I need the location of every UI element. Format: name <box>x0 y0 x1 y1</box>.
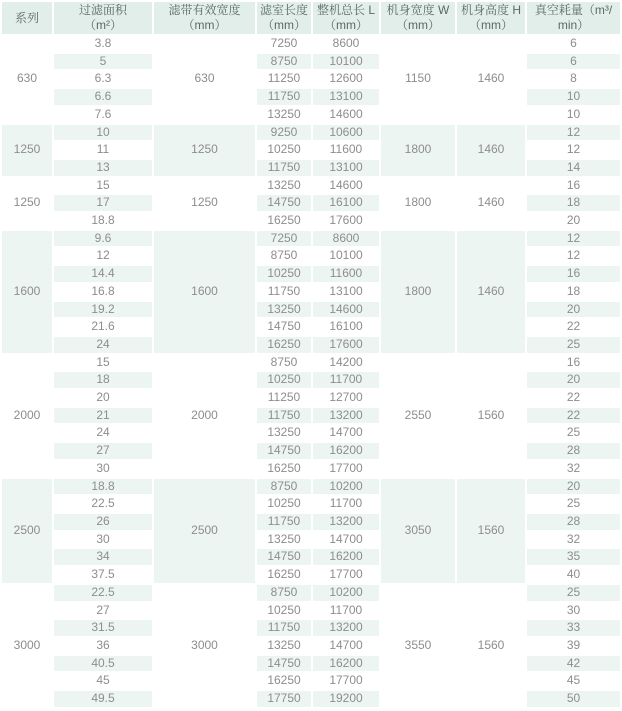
filter-area-cell: 49.5 <box>54 691 152 707</box>
table-row <box>2 178 620 194</box>
vacuum-consumption-cell: 42 <box>527 656 620 672</box>
chamber-length-cell: 16250 <box>257 337 311 353</box>
column-header-unit: （mm） <box>396 18 440 32</box>
belt-width-cell: 630 <box>154 36 255 123</box>
filter-area-cell: 18.8 <box>54 479 152 495</box>
chamber-length-cell: 8750 <box>257 248 311 264</box>
filter-area-cell: 37.5 <box>54 567 152 583</box>
chamber-length-cell: 11750 <box>257 514 311 530</box>
filter-area-cell: 36 <box>54 638 152 654</box>
total-length-cell: 11700 <box>313 372 379 388</box>
total-length-cell: 14200 <box>313 355 379 371</box>
vacuum-consumption-cell: 22 <box>527 390 620 406</box>
filter-area-cell: 12 <box>54 248 152 264</box>
column-header-unit: （mm） <box>469 18 513 32</box>
filter-area-cell: 10 <box>54 125 152 141</box>
table-body <box>2 36 620 707</box>
filter-area-cell: 24 <box>54 425 152 441</box>
table-row <box>2 355 620 371</box>
table-row <box>2 125 620 141</box>
column-header-unit: （mm） <box>182 18 227 32</box>
total-length-cell: 14700 <box>313 425 379 441</box>
series-cell: 1600 <box>2 231 52 353</box>
column-header-label: 系列 <box>14 10 39 25</box>
chamber-length-cell: 10250 <box>257 372 311 388</box>
vacuum-consumption-cell: 30 <box>527 603 620 619</box>
table-row <box>2 248 620 264</box>
filter-area-cell: 19.2 <box>54 302 152 318</box>
total-length-cell: 19200 <box>313 691 379 707</box>
column-header-2 <box>54 2 152 34</box>
chamber-length-cell: 11750 <box>257 160 311 176</box>
vacuum-consumption-cell: 35 <box>527 549 620 565</box>
filter-area-cell: 11 <box>54 142 152 158</box>
filter-area-cell: 22.5 <box>54 585 152 601</box>
filter-area-cell: 3.8 <box>54 36 152 52</box>
total-length-cell: 14600 <box>313 107 379 123</box>
vacuum-consumption-cell: 32 <box>527 532 620 548</box>
table-row <box>2 89 620 105</box>
vacuum-consumption-cell: 10 <box>527 107 620 123</box>
filter-area-cell: 14.4 <box>54 266 152 282</box>
vacuum-consumption-cell: 32 <box>527 461 620 477</box>
total-length-cell: 14600 <box>313 178 379 194</box>
chamber-length-cell: 7250 <box>257 231 311 247</box>
body-height-cell: 1560 <box>457 479 525 583</box>
vacuum-consumption-cell: 25 <box>527 585 620 601</box>
total-length-cell: 13200 <box>313 408 379 424</box>
vacuum-consumption-cell: 39 <box>527 638 620 654</box>
total-length-cell: 14700 <box>313 532 379 548</box>
table-row <box>2 302 620 318</box>
vacuum-consumption-cell: 28 <box>527 514 620 530</box>
total-length-cell: 12700 <box>313 390 379 406</box>
chamber-length-cell: 16250 <box>257 213 311 229</box>
total-length-cell: 13200 <box>313 620 379 636</box>
table-row <box>2 461 620 477</box>
body-height-cell: 1460 <box>457 231 525 353</box>
table-row <box>2 390 620 406</box>
column-header-6 <box>381 2 455 34</box>
table-row <box>2 620 620 636</box>
chamber-length-cell: 16250 <box>257 567 311 583</box>
belt-width-cell: 1250 <box>154 178 255 229</box>
table-row <box>2 160 620 176</box>
vacuum-consumption-cell: 25 <box>527 496 620 512</box>
chamber-length-cell: 16250 <box>257 461 311 477</box>
total-length-cell: 16100 <box>313 195 379 211</box>
vacuum-consumption-cell: 12 <box>527 125 620 141</box>
total-length-cell: 16200 <box>313 549 379 565</box>
chamber-length-cell: 11750 <box>257 284 311 300</box>
vacuum-consumption-cell: 33 <box>527 620 620 636</box>
total-length-cell: 8600 <box>313 36 379 52</box>
belt-width-cell: 3000 <box>154 585 255 707</box>
total-length-cell: 10200 <box>313 585 379 601</box>
table-row <box>2 691 620 707</box>
body-height-cell: 1460 <box>457 36 525 123</box>
body-width-cell: 1150 <box>381 36 455 123</box>
filter-area-cell: 24 <box>54 337 152 353</box>
total-length-cell: 10100 <box>313 248 379 264</box>
total-length-cell: 17600 <box>313 213 379 229</box>
column-header-7 <box>457 2 525 34</box>
chamber-length-cell: 8750 <box>257 355 311 371</box>
body-height-cell: 1460 <box>457 178 525 229</box>
column-header-5 <box>313 2 379 34</box>
table-row <box>2 54 620 70</box>
belt-width-cell: 2000 <box>154 355 255 477</box>
table-row <box>2 266 620 282</box>
body-width-cell: 2550 <box>381 355 455 477</box>
vacuum-consumption-cell: 18 <box>527 284 620 300</box>
body-height-cell: 1460 <box>457 125 525 176</box>
filter-area-cell: 20 <box>54 390 152 406</box>
total-length-cell: 16100 <box>313 319 379 335</box>
total-length-cell: 14600 <box>313 302 379 318</box>
filter-area-cell: 26 <box>54 514 152 530</box>
vacuum-consumption-cell: 20 <box>527 372 620 388</box>
vacuum-consumption-cell: 45 <box>527 673 620 689</box>
series-cell: 2000 <box>2 355 52 477</box>
total-length-cell: 16200 <box>313 656 379 672</box>
column-header-label: 滤室长度 <box>259 3 308 17</box>
filter-area-cell: 15 <box>54 178 152 194</box>
total-length-cell: 13100 <box>313 284 379 300</box>
column-header-label: 真空耗量（m³/ <box>534 3 613 17</box>
chamber-length-cell: 17750 <box>257 691 311 707</box>
total-length-cell: 11600 <box>313 142 379 158</box>
vacuum-consumption-cell: 16 <box>527 266 620 282</box>
filter-area-cell: 27 <box>54 443 152 459</box>
body-height-cell: 1560 <box>457 355 525 477</box>
column-header-label: 机身高度 H <box>460 3 521 17</box>
column-header-4 <box>257 2 311 34</box>
vacuum-consumption-cell: 12 <box>527 142 620 158</box>
series-cell: 1250 <box>2 125 52 176</box>
column-header-label: 整机总长 L <box>316 3 375 17</box>
total-length-cell: 17700 <box>313 673 379 689</box>
chamber-length-cell: 13250 <box>257 178 311 194</box>
chamber-length-cell: 8750 <box>257 479 311 495</box>
table-row <box>2 638 620 654</box>
filter-area-cell: 31.5 <box>54 620 152 636</box>
body-width-cell: 3550 <box>381 585 455 707</box>
header-row <box>2 2 620 34</box>
chamber-length-cell: 11750 <box>257 620 311 636</box>
total-length-cell: 10100 <box>313 54 379 70</box>
vacuum-consumption-cell: 12 <box>527 231 620 247</box>
filter-area-cell: 15 <box>54 355 152 371</box>
table-row <box>2 567 620 583</box>
filter-area-cell: 22.5 <box>54 496 152 512</box>
column-header-unit: （mm） <box>262 18 306 32</box>
total-length-cell: 17700 <box>313 461 379 477</box>
total-length-cell: 11700 <box>313 496 379 512</box>
chamber-length-cell: 11750 <box>257 89 311 105</box>
filter-area-cell: 5 <box>54 54 152 70</box>
table-row <box>2 337 620 353</box>
belt-width-cell: 2500 <box>154 479 255 583</box>
chamber-length-cell: 16250 <box>257 673 311 689</box>
series-cell: 3000 <box>2 585 52 707</box>
table-row <box>2 425 620 441</box>
table-row <box>2 532 620 548</box>
table-row <box>2 195 620 211</box>
total-length-cell: 10200 <box>313 479 379 495</box>
filter-area-cell: 13 <box>54 160 152 176</box>
table-row <box>2 142 620 158</box>
vacuum-consumption-cell: 6 <box>527 54 620 70</box>
total-length-cell: 17700 <box>313 567 379 583</box>
series-cell: 630 <box>2 36 52 123</box>
chamber-length-cell: 13250 <box>257 638 311 654</box>
chamber-length-cell: 11250 <box>257 71 311 87</box>
chamber-length-cell: 14750 <box>257 549 311 565</box>
table-row <box>2 656 620 672</box>
series-cell: 1250 <box>2 178 52 229</box>
chamber-length-cell: 8750 <box>257 585 311 601</box>
total-length-cell: 10600 <box>313 125 379 141</box>
column-header-unit: （m²） <box>84 18 122 32</box>
filter-area-cell: 30 <box>54 532 152 548</box>
column-header-3 <box>154 2 255 34</box>
column-header-label: 过滤面积 <box>78 3 127 17</box>
table-row <box>2 673 620 689</box>
vacuum-consumption-cell: 6 <box>527 36 620 52</box>
chamber-length-cell: 9250 <box>257 125 311 141</box>
column-header-label: 机身宽度 W <box>386 3 450 17</box>
total-length-cell: 12600 <box>313 71 379 87</box>
vacuum-consumption-cell: 25 <box>527 425 620 441</box>
body-height-cell: 1560 <box>457 585 525 707</box>
chamber-length-cell: 14750 <box>257 319 311 335</box>
table-row <box>2 284 620 300</box>
filter-area-cell: 21 <box>54 408 152 424</box>
filter-area-cell: 16.8 <box>54 284 152 300</box>
total-length-cell: 17600 <box>313 337 379 353</box>
vacuum-consumption-cell: 10 <box>527 89 620 105</box>
table-row <box>2 603 620 619</box>
table-row <box>2 496 620 512</box>
column-header-label: 滤带有效宽度 <box>168 3 241 17</box>
vacuum-consumption-cell: 22 <box>527 319 620 335</box>
body-width-cell: 1800 <box>381 178 455 229</box>
vacuum-consumption-cell: 16 <box>527 178 620 194</box>
vacuum-consumption-cell: 40 <box>527 567 620 583</box>
chamber-length-cell: 14750 <box>257 443 311 459</box>
total-length-cell: 13200 <box>313 514 379 530</box>
filter-area-cell: 6.6 <box>54 89 152 105</box>
total-length-cell: 13100 <box>313 160 379 176</box>
chamber-length-cell: 10250 <box>257 142 311 158</box>
vacuum-consumption-cell: 25 <box>527 337 620 353</box>
column-header-unit: min） <box>557 18 590 32</box>
total-length-cell: 14700 <box>313 638 379 654</box>
filter-area-cell: 30 <box>54 461 152 477</box>
filter-area-cell: 6.3 <box>54 71 152 87</box>
vacuum-consumption-cell: 8 <box>527 71 620 87</box>
table-row <box>2 408 620 424</box>
filter-area-cell: 18.8 <box>54 213 152 229</box>
total-length-cell: 16200 <box>313 443 379 459</box>
chamber-length-cell: 10250 <box>257 496 311 512</box>
vacuum-consumption-cell: 22 <box>527 408 620 424</box>
table-row <box>2 319 620 335</box>
table-row <box>2 36 620 52</box>
chamber-length-cell: 13250 <box>257 302 311 318</box>
table-row <box>2 549 620 565</box>
vacuum-consumption-cell: 20 <box>527 302 620 318</box>
total-length-cell: 13100 <box>313 89 379 105</box>
filter-area-cell: 27 <box>54 603 152 619</box>
chamber-length-cell: 14750 <box>257 656 311 672</box>
table-row <box>2 372 620 388</box>
chamber-length-cell: 13250 <box>257 532 311 548</box>
chamber-length-cell: 13250 <box>257 425 311 441</box>
chamber-length-cell: 13250 <box>257 107 311 123</box>
table-row <box>2 585 620 601</box>
vacuum-consumption-cell: 18 <box>527 195 620 211</box>
total-length-cell: 11700 <box>313 603 379 619</box>
chamber-length-cell: 11750 <box>257 408 311 424</box>
chamber-length-cell: 14750 <box>257 195 311 211</box>
chamber-length-cell: 7250 <box>257 36 311 52</box>
column-header-1 <box>2 2 52 34</box>
vacuum-consumption-cell: 20 <box>527 213 620 229</box>
body-width-cell: 1800 <box>381 231 455 353</box>
vacuum-consumption-cell: 12 <box>527 248 620 264</box>
filter-area-cell: 7.6 <box>54 107 152 123</box>
table-row <box>2 443 620 459</box>
belt-width-cell: 1250 <box>154 125 255 176</box>
chamber-length-cell: 8750 <box>257 54 311 70</box>
filter-area-cell: 40.5 <box>54 656 152 672</box>
column-header-8 <box>527 2 620 34</box>
chamber-length-cell: 10250 <box>257 266 311 282</box>
body-width-cell: 3050 <box>381 479 455 583</box>
table-row <box>2 514 620 530</box>
total-length-cell: 11600 <box>313 266 379 282</box>
vacuum-consumption-cell: 50 <box>527 691 620 707</box>
belt-width-cell: 1600 <box>154 231 255 353</box>
vacuum-consumption-cell: 28 <box>527 443 620 459</box>
column-header-unit: （mm） <box>324 18 368 32</box>
filter-area-cell: 17 <box>54 195 152 211</box>
filter-area-cell: 21.6 <box>54 319 152 335</box>
filter-area-cell: 18 <box>54 372 152 388</box>
series-cell: 2500 <box>2 479 52 583</box>
table-header <box>2 2 620 34</box>
vacuum-consumption-cell: 20 <box>527 479 620 495</box>
filter-area-cell: 9.6 <box>54 231 152 247</box>
table-row <box>2 213 620 229</box>
chamber-length-cell: 10250 <box>257 603 311 619</box>
filter-area-cell: 34 <box>54 549 152 565</box>
chamber-length-cell: 11250 <box>257 390 311 406</box>
filter-area-cell: 45 <box>54 673 152 689</box>
vacuum-consumption-cell: 16 <box>527 355 620 371</box>
vacuum-consumption-cell: 14 <box>527 160 620 176</box>
table-row <box>2 231 620 247</box>
body-width-cell: 1800 <box>381 125 455 176</box>
table-row <box>2 71 620 87</box>
table-row <box>2 479 620 495</box>
table-row <box>2 107 620 123</box>
total-length-cell: 8600 <box>313 231 379 247</box>
